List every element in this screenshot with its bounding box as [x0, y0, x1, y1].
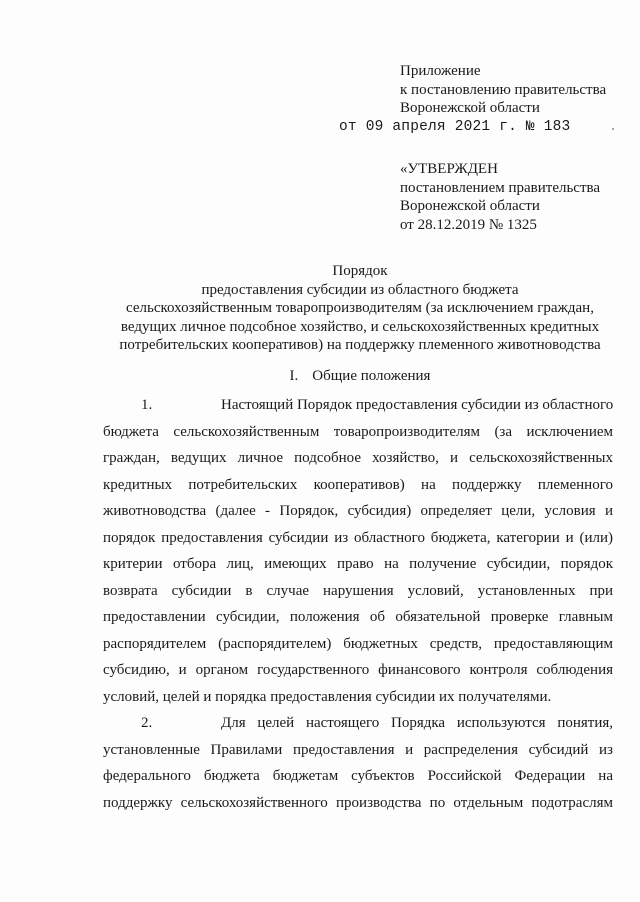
- paragraph-line: 1. Настоящий Порядок предоставления субсидии из областного: [103, 392, 613, 419]
- paragraph-line: бюджета сельскохозяйственным товаропроизводителям (за исключением: [103, 423, 613, 440]
- appendix-title: Приложение: [400, 63, 481, 79]
- scan-speck: [612, 128, 614, 130]
- paragraph-line: порядок предоставления субсидии из областного бюджета, категории и (или): [103, 529, 613, 546]
- approval-header: [400, 160, 635, 234]
- appendix-date-number: от 09 апреля 2021 г. № 183: [339, 118, 571, 135]
- title-line: предоставления субсидии из областного бюджета: [201, 281, 519, 298]
- paragraph-line: условий, целей и порядка предоставления субсидии их получателями.: [103, 688, 552, 705]
- paragraph-line: кредитных потребительских кооперативов) на поддержку племенного: [103, 476, 613, 493]
- paragraph-number: 2.: [141, 715, 153, 731]
- paragraph-line: граждан, ведущих личное подсобное хозяйство, и сельскохозяйственных: [103, 450, 613, 466]
- approval-reference: постановлением правительства: [400, 179, 601, 196]
- appendix-header: [339, 62, 635, 136]
- section-heading: [60, 368, 640, 385]
- title-line: потребительских кооперативов) на поддержку племенного животноводства: [119, 337, 601, 353]
- paragraph-number: 1.: [141, 397, 153, 413]
- paragraph-line: субсидию, и органом государственного финансового контроля соблюдения: [103, 662, 613, 678]
- paragraph-line: предоставлении субсидии, положения об обязательной проверке главным: [103, 609, 613, 625]
- title-heading: Порядок: [332, 263, 388, 279]
- approval-date-number: от 28.12.2019 № 1325: [400, 216, 537, 233]
- appendix-region: Воронежской области: [400, 100, 540, 116]
- paragraph-line: 2. Для целей настоящего Порядка используются понятия,: [103, 710, 613, 737]
- paragraph-line: возврата субсидии в случае нарушения условий, установленных при: [103, 582, 613, 599]
- paragraph-line: поддержку сельскохозяйственного производства по отдельным подотраслям: [103, 794, 613, 811]
- appendix-reference: к постановлению правительства: [400, 81, 607, 98]
- paragraph-line: животноводства (далее - Порядок, субсидия) определяет цели, условия и: [103, 503, 613, 519]
- title-line: ведущих личное подсобное хозяйство, и сельскохозяйственных кредитных: [120, 318, 600, 335]
- title-line: сельскохозяйственным товаропроизводителям (за исключением граждан,: [126, 300, 594, 316]
- paragraph-line: критерии отбора лиц, имеющих право на получение субсидии, порядок: [103, 556, 613, 572]
- approval-title: «УТВЕРЖДЕН: [400, 161, 498, 177]
- paragraph-line: распорядителем (распорядителем) бюджетных средств, предоставляющим: [103, 635, 613, 652]
- paragraph-line: установленные Правилами предоставления и распределения субсидий из: [103, 741, 613, 758]
- section-title: Общие положения: [312, 368, 431, 384]
- paragraph-line: федерального бюджета бюджетам субъектов Российской Федерации на: [103, 768, 613, 784]
- approval-region: Воронежской области: [400, 198, 540, 214]
- section-number: I.: [289, 368, 299, 384]
- document-body: [103, 392, 613, 816]
- document-title: [60, 262, 640, 355]
